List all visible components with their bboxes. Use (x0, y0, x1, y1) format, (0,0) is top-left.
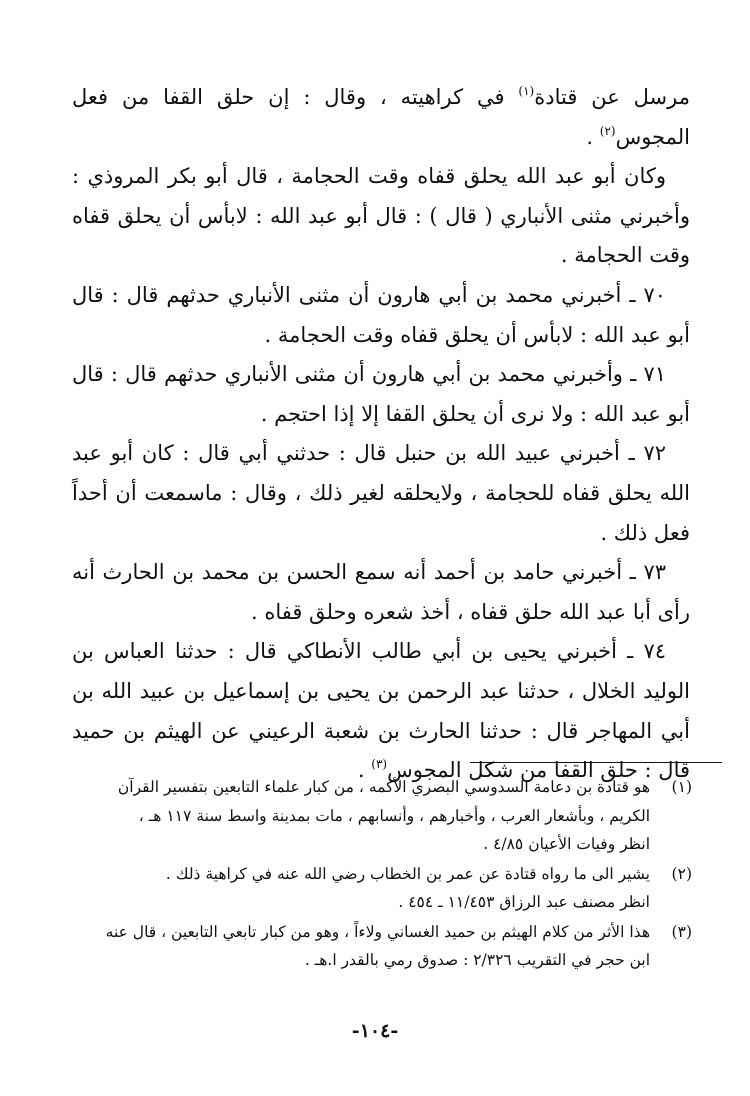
footnote-text (72, 918, 650, 975)
narration-71: ٧١ ـ وأخبرني محمد بن أبي هارون أن مثنى الأنباري حدثهم قال : قال أبو عبد الله : ولا نرى أن يحلق القفا إلا إذا احتجم . (72, 362, 690, 426)
narration-73: ٧٣ ـ أخبرني حامد بن أحمد أنه سمع الحسن بن محمد بن الحارث أنه رأى أبا عبد الله حلق قفاه ، أخذ شعره وحلق قفاه . (72, 560, 690, 624)
main-text-block (72, 78, 690, 791)
page-number: -١٠٤- (351, 1020, 399, 1042)
paragraph-text: . (586, 124, 600, 149)
footnote-line: انظر وفيات الأعيان ٤/٨٥ . (483, 835, 650, 853)
footnote-ref: (٢) (599, 123, 616, 138)
footnote-1 (72, 773, 692, 859)
narration-70: ٧٠ ـ أخبرني محمد بن أبي هارون أن مثنى الأنباري حدثهم قال : قال أبو عبد الله : لابأس أن يحلق قفاه وقت الحجامة . (72, 282, 690, 347)
footnote-2 (72, 860, 692, 917)
footnote-separator (470, 762, 722, 763)
narration-72: ٧٢ ـ أخبرني عبيد الله بن حنبل قال : حدثني أبي قال : كان أبو عبد الله يحلق قفاه للحجامة ، ولايحلقه لغير ذلك ، وقال : ماسمعت أن أحداً فعل ذلك . (72, 441, 690, 545)
footnote-number: (٣) (671, 922, 692, 941)
footnote-number: (١) (671, 778, 692, 796)
paragraph-text: . (357, 758, 372, 783)
narration-74 (72, 632, 690, 790)
paragraph-text: ٧٤ ـ أخبرني يحيى بن أبي طالب الأنطاكي قال : حدثنا العباس بن الوليد الخلال ، حدثنا عبد الرحمن بن يحيى بن إسماعيل بن عبيد الله بن أبي المهاجر قال : حدثنا الحارث بن شعبة الرعيني عن الهيثم بن حميد قال : حلق القفا من شكل المجوس (72, 639, 690, 783)
footnote-ref: (٣) (371, 757, 388, 772)
footnote-ref: (١) (518, 84, 535, 98)
footnote-line: هذا الأثر من كلام الهيثم بن حميد الغساني ولاءاً ، وهو من كبار تابعي التابعين ، قال عنه (105, 922, 650, 941)
footnote-line: ابن حجر في التقريب ٢/٣٢٦ : صدوق رمي بالقدر ا.هـ . (304, 951, 650, 969)
footnote-3 (72, 918, 692, 975)
footnote-text (72, 773, 650, 859)
footnote-text (72, 860, 650, 917)
paragraph: وكان أبو عبد الله يحلق قفاه وقت الحجامة ، قال أبو بكر المروذي : وأخبرني مثنى الأنباري ( قال ) : قال أبو عبد الله : لابأس أن يحلق قفاه وقت الحجامة . (72, 164, 690, 268)
footnote-line: هو قتادة بن دعامة السدوسي البصري الأكمه ، من كبار علماء التابعين بتفسير القرآن (117, 778, 650, 796)
footnote-line: يشير الى ما رواه قتادة عن عمر بن الخطاب رضي الله عنه في كراهية ذلك . (165, 864, 650, 883)
paragraph-text: في كراهيته ، وقال : إن حلق القفا من فعل المجوس (72, 85, 690, 149)
footnote-number: (٢) (671, 864, 692, 883)
footnote-line: انظر مصنف عبد الرزاق ١١/٤٥٣ ـ ٤٥٤ . (398, 893, 650, 911)
footnote-line: الكريم ، وبأشعار العرب ، وأخبارهم ، وأنسابهم ، مات بمدينة واسط سنة ١١٧ هـ ، (138, 806, 650, 825)
paragraph-continuation (72, 78, 690, 157)
footnotes-block (72, 773, 692, 976)
paragraph-text: مرسل عن قتادة (534, 85, 690, 109)
